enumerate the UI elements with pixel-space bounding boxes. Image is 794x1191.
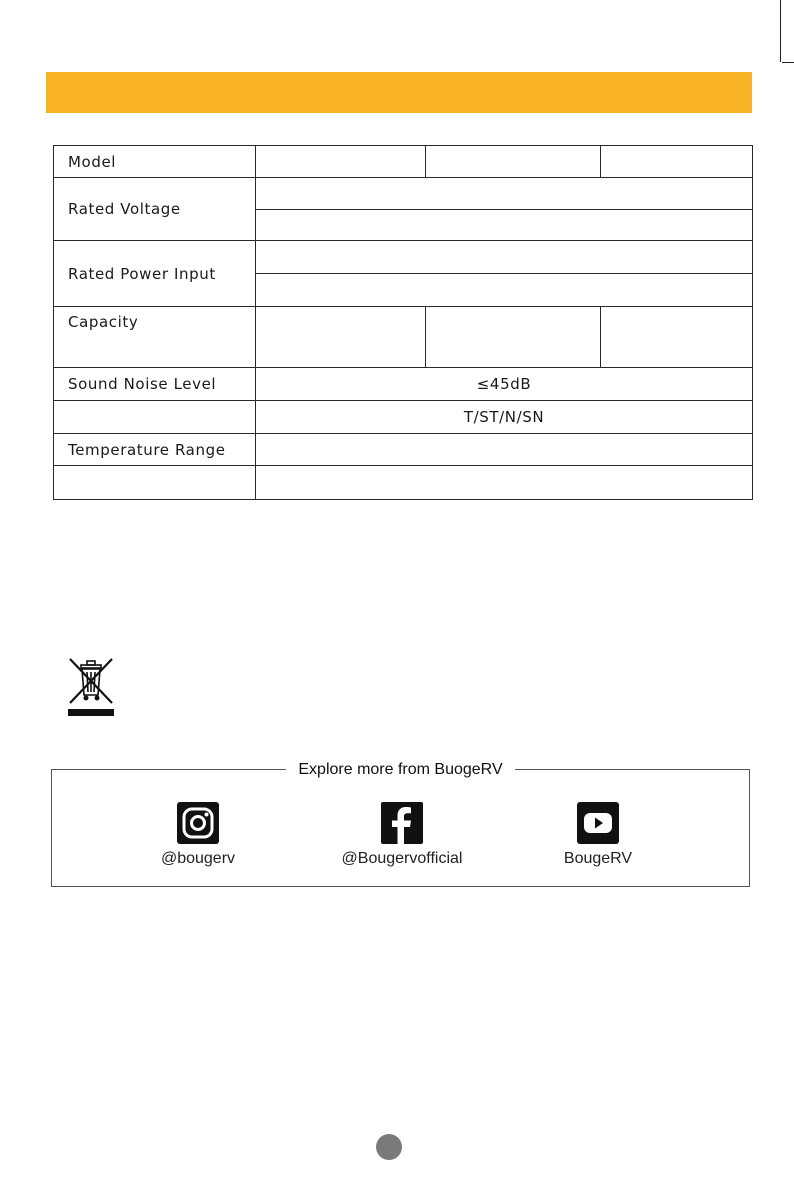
section-header-band bbox=[46, 72, 752, 113]
blank-row-value bbox=[256, 466, 753, 500]
rated-voltage-value-1 bbox=[256, 178, 753, 210]
model-value-3 bbox=[601, 146, 753, 178]
climate-class-label bbox=[54, 401, 256, 434]
social-facebook[interactable] bbox=[302, 802, 502, 868]
spec-table bbox=[53, 145, 753, 500]
capacity-value-2 bbox=[426, 307, 601, 368]
rated-power-input-value-1 bbox=[256, 241, 753, 274]
page-number-dot bbox=[376, 1134, 402, 1160]
climate-class-value: T/ST/N/SN bbox=[256, 401, 753, 434]
rated-power-input-value-2 bbox=[256, 274, 753, 307]
social-box bbox=[51, 761, 750, 887]
crop-mark-right bbox=[782, 62, 794, 63]
youtube-label: BougeRV bbox=[563, 850, 633, 867]
weee-bin-icon bbox=[67, 657, 115, 717]
temperature-range-value bbox=[256, 434, 753, 466]
model-label: Model bbox=[54, 146, 256, 178]
capacity-label: Capacity bbox=[54, 307, 256, 368]
facebook-label: @Bougervofficial bbox=[341, 850, 463, 867]
rated-voltage-label: Rated Voltage bbox=[54, 178, 256, 241]
temperature-range-label: Temperature Range bbox=[54, 434, 256, 466]
instagram-icon bbox=[177, 802, 219, 844]
capacity-value-1 bbox=[256, 307, 426, 368]
youtube-icon bbox=[577, 802, 619, 844]
capacity-value-3 bbox=[601, 307, 753, 368]
sound-noise-level-value: ≤45dB bbox=[256, 368, 753, 401]
social-youtube[interactable] bbox=[498, 802, 698, 868]
facebook-icon bbox=[381, 802, 423, 844]
rated-power-input-label: Rated Power Input bbox=[54, 241, 256, 307]
blank-row-label bbox=[54, 466, 256, 500]
instagram-label: @bougerv bbox=[160, 850, 236, 867]
social-title: Explore more from BuogeRV bbox=[286, 761, 514, 778]
rated-voltage-value-2 bbox=[256, 210, 753, 241]
model-value-1 bbox=[256, 146, 426, 178]
sound-noise-level-label: Sound Noise Level bbox=[54, 368, 256, 401]
social-instagram[interactable] bbox=[98, 802, 298, 868]
model-value-2 bbox=[426, 146, 601, 178]
crop-mark-top bbox=[780, 0, 781, 62]
